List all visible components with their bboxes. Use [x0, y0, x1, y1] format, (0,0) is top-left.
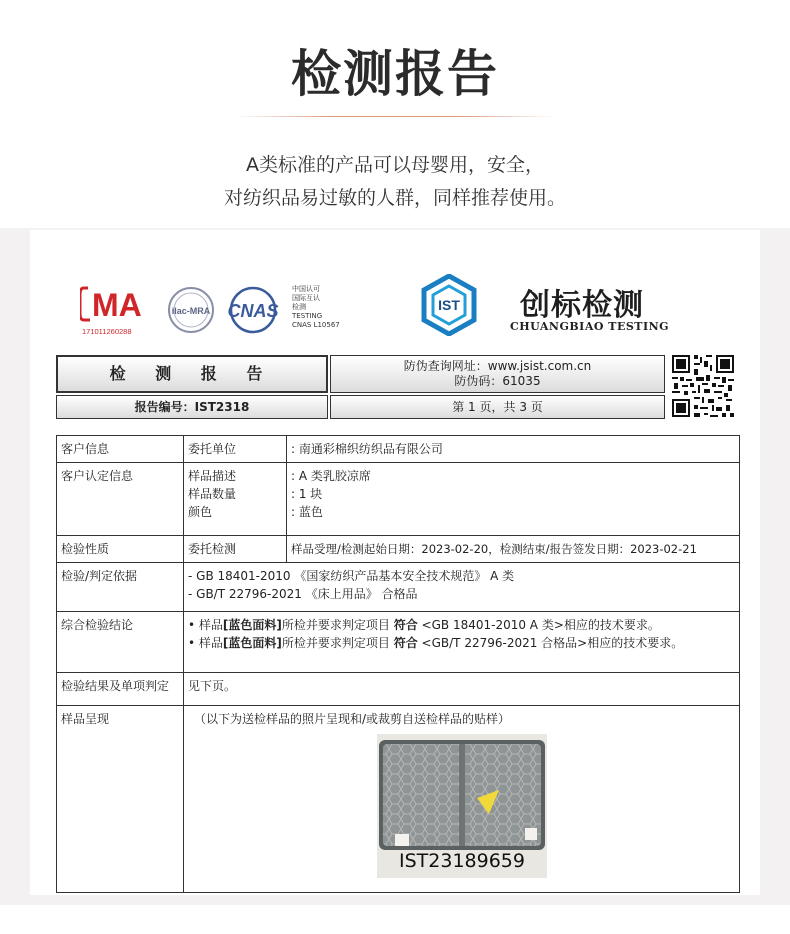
- ist-logo: [420, 274, 478, 336]
- cma-logo-text: MA: [92, 287, 142, 323]
- row-label-sample-photo: 样品呈现: [57, 706, 184, 893]
- row-label-basis: 检验/判定依据: [57, 563, 184, 612]
- ilac-logo-text: ilac-MRA: [171, 306, 211, 316]
- qr-code-icon: [670, 353, 736, 419]
- table-row: [57, 673, 740, 706]
- conclusion-verdict: 符合: [393, 618, 418, 632]
- conclusion-verdict: 符合: [393, 636, 418, 650]
- bottom-strip: [0, 905, 790, 934]
- row-value-basis: [184, 563, 740, 612]
- row-value-dates: 样品受理/检测起始日期：2023-02-20，检测结束/报告签发日期：2023-02-21: [287, 536, 740, 563]
- page-info: 第 1 页，共 3 页: [330, 395, 665, 419]
- ist-logo-text: IST: [438, 297, 460, 313]
- sample-qty-label: 样品数量: [188, 487, 237, 501]
- sample-desc-label: 样品描述: [188, 469, 237, 483]
- table-row: [57, 463, 740, 536]
- cnas-caption-line: 中国认可: [292, 285, 320, 293]
- conclusion-material: [蓝色面料]: [222, 618, 282, 632]
- anti-fake-url: 防伪查询网址：www.jsist.com.cn: [403, 359, 592, 373]
- page-title: 检测报告: [291, 45, 499, 103]
- brand-name-cn: 创标检测: [520, 288, 644, 323]
- sample-photo-label: IST23189659: [399, 850, 525, 872]
- conclusion-prefix: • 样品: [188, 618, 223, 632]
- basis-line-1: - GB 18401-2010 《国家纺织产品基本安全技术规范》 A 类: [188, 569, 515, 583]
- row-sub-inspection-type: 委托检测: [184, 536, 287, 563]
- subtitle-line-1: A类标准的产品可以母婴用，安全，: [246, 154, 544, 176]
- cnas-caption-line: CNAS L10567: [292, 321, 340, 329]
- anti-fake-box: [330, 355, 665, 393]
- conclusion-line-2: [188, 634, 735, 652]
- report-document: [30, 230, 760, 895]
- conclusion-middle: 所检并要求判定项目: [281, 636, 394, 650]
- conclusion-prefix: • 样品: [188, 636, 223, 650]
- conclusion-standard: <GB/T 22796-2021 合格品>相应的技术要求。: [417, 636, 684, 650]
- table-row: [57, 612, 740, 673]
- table-row: [57, 436, 740, 463]
- report-title-box: 检 测 报 告: [56, 355, 328, 393]
- row-label-inspection-type: 检验性质: [57, 536, 184, 563]
- conclusion-standard: <GB 18401-2010 A 类>相应的技术要求。: [417, 618, 660, 632]
- row-sub-client: 委托单位: [184, 436, 287, 463]
- sample-desc-value: : A 类乳胶凉席: [291, 469, 371, 483]
- sample-qty-value: : 1 块: [291, 487, 323, 501]
- ilac-mra-logo: [166, 286, 216, 334]
- row-label-result: 检验结果及单项判定: [57, 673, 184, 706]
- row-value-sample-photo: [184, 706, 740, 893]
- subtitle-line-2: 对纺织品易过敏的人群，同样推荐使用。: [223, 187, 566, 209]
- table-row: [57, 706, 740, 893]
- sample-fabric-image: [377, 734, 547, 852]
- anti-fake-code: 防伪码：61035: [454, 374, 541, 388]
- brand-name-en: CHUANGBIAO TESTING: [510, 320, 670, 333]
- cnas-caption-line: TESTING: [292, 312, 323, 320]
- top-banner: [0, 0, 790, 228]
- conclusion-middle: 所检并要求判定项目: [281, 618, 394, 632]
- row-value-result: 见下页。: [184, 673, 740, 706]
- cma-logo: [80, 282, 158, 338]
- table-row: [57, 563, 740, 612]
- row-sub-sample: [184, 463, 287, 536]
- cnas-logo: [222, 286, 284, 334]
- cnas-caption-line: 检测: [292, 303, 306, 311]
- row-value-sample: [287, 463, 740, 536]
- table-row: [57, 536, 740, 563]
- report-number: 报告编号：IST2318: [56, 395, 328, 419]
- sample-color-label: 颜色: [188, 505, 213, 519]
- report-info-table: [56, 435, 740, 893]
- basis-line-2: - GB/T 22796-2021 《床上用品》 合格品: [188, 587, 418, 601]
- sample-color-value: : 蓝色: [291, 505, 323, 519]
- sample-photo: [377, 734, 547, 878]
- cnas-caption-line: 国际互认: [292, 294, 320, 302]
- row-label-conclusion: 综合检验结论: [57, 612, 184, 673]
- row-label-client-confirm: 客户认定信息: [57, 463, 184, 536]
- cnas-caption: [292, 285, 340, 330]
- sample-photo-note: （以下为送检样品的照片呈现和/或裁剪自送检样品的贴样）: [194, 712, 511, 726]
- cma-number: 171011260288: [82, 327, 132, 336]
- cnas-logo-text: CNAS: [227, 301, 279, 321]
- conclusion-line-1: [188, 616, 735, 634]
- row-label-client: 客户信息: [57, 436, 184, 463]
- row-value-conclusion: [184, 612, 740, 673]
- conclusion-material: [蓝色面料]: [222, 636, 282, 650]
- title-divider: [235, 116, 555, 117]
- row-value-client: : 南通彩棉织纺织品有限公司: [287, 436, 740, 463]
